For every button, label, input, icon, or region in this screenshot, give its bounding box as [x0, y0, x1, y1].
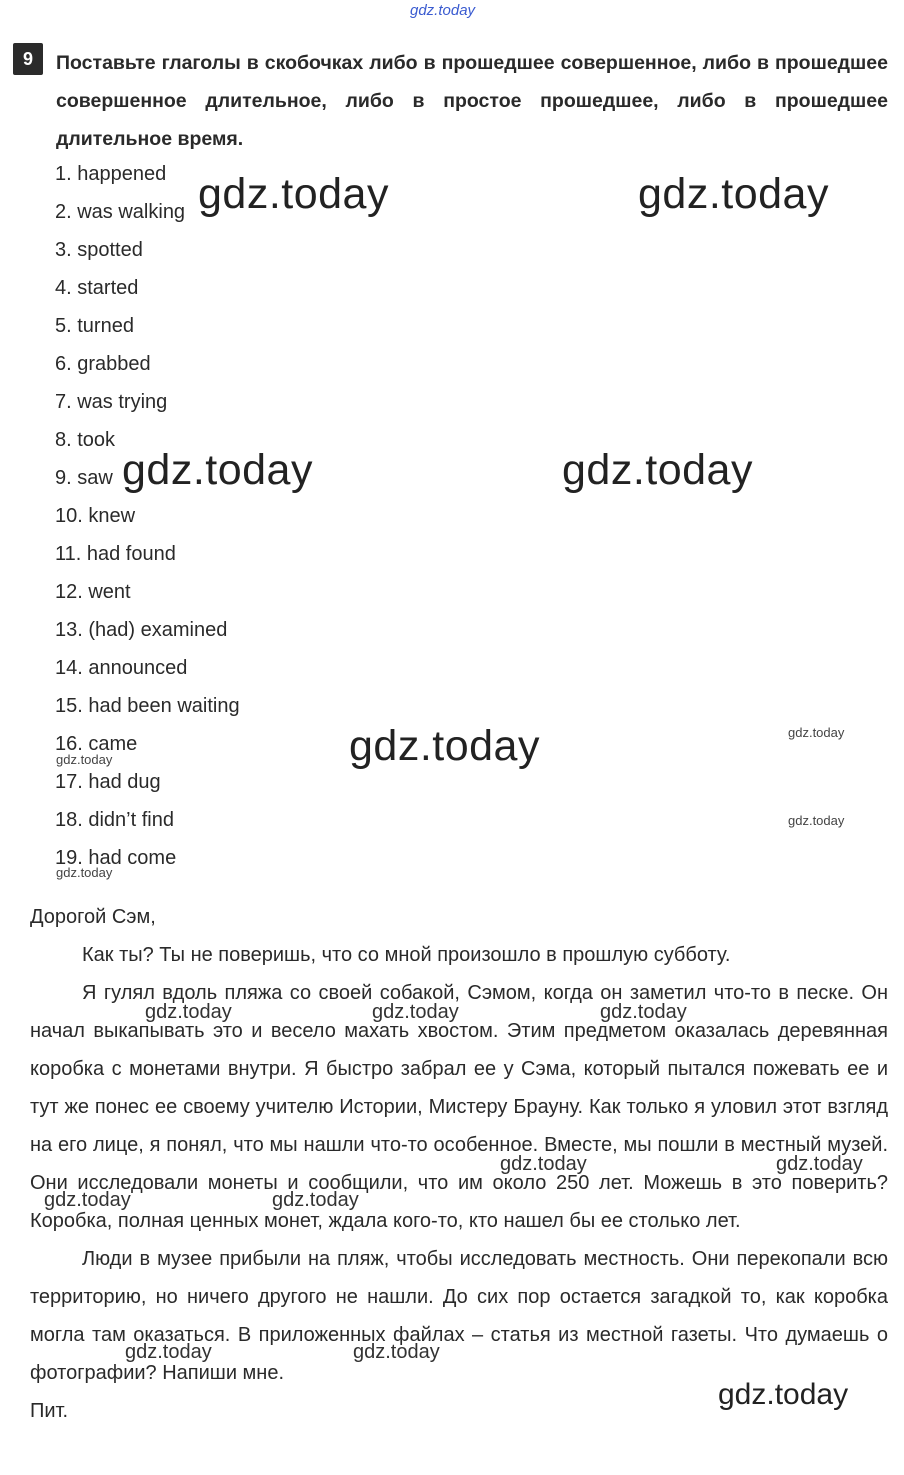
answer-item: 10. knew: [55, 505, 136, 527]
watermark: gdz.today: [788, 725, 845, 740]
answer-item: 19. had come: [55, 847, 177, 869]
watermark: gdz.today: [56, 865, 113, 880]
watermark: gdz.today: [638, 170, 829, 218]
watermark: gdz.today: [56, 752, 113, 767]
watermark: gdz.today: [44, 1189, 131, 1211]
watermark: gdz.today: [500, 1153, 587, 1175]
answer-item: 11. had found: [55, 543, 176, 565]
watermark: gdz.today: [145, 1001, 232, 1023]
watermark: gdz.today: [776, 1153, 863, 1175]
letter-signature: Пит.: [30, 1400, 69, 1422]
task-instruction: Поставьте глаголы в скобочках либо в прошедшее совершенное, либо в прошедшее совершенное длительное, либо в простое прошедшее, либо в прошедшее длительное время.: [56, 52, 888, 150]
watermark: gdz.today: [272, 1189, 359, 1211]
answer-item: 15. had been waiting: [55, 695, 240, 717]
answer-item: 6. grabbed: [55, 353, 151, 375]
watermark: gdz.today: [600, 1001, 687, 1023]
letter-greeting: Дорогой Сэм,: [30, 906, 156, 928]
watermark: gdz.today: [353, 1341, 440, 1363]
answer-item: 7. was trying: [55, 391, 168, 413]
watermark: gdz.today: [410, 2, 476, 19]
letter-paragraph: Как ты? Ты не поверишь, что со мной произошло в прошлую субботу.: [82, 944, 731, 966]
answer-item: 9. saw: [55, 467, 113, 489]
watermark: gdz.today: [788, 813, 845, 828]
watermark: gdz.today: [125, 1341, 212, 1363]
answer-item: 3. spotted: [55, 239, 143, 261]
watermark: gdz.today: [349, 722, 540, 770]
answer-list: [55, 155, 240, 877]
watermark: gdz.today: [562, 446, 753, 494]
answer-item: 16. came: [55, 733, 138, 755]
letter-paragraph: Я гулял вдоль пляжа со своей собакой, Сэмом, когда он заметил что-то в песке. Он начал выкапывать это и весело махать хвостом. Этим предметом оказалась деревянная коробка с монетами внутри. Я быстро забрал ее у Сэма, который пытался пожевать ее и тут же понес ее своему учителю Истории, Мистеру Брауну. Как только я уловил этот взгляд на его лице, я понял, что мы нашли что-то особенное. Вместе, мы пошли в местный музей. Они исследовали монеты и сообщили, что им около 250 лет. Можешь в это поверить? Коробка, полная ценных монет, ждала кого-то, кто нашел бы ее столько лет.: [30, 982, 888, 1232]
answer-item: 5. turned: [55, 315, 134, 337]
watermark: gdz.today: [122, 446, 313, 494]
watermark: gdz.today: [198, 170, 389, 218]
answer-item: 14. announced: [55, 657, 188, 679]
answer-item: 8. took: [55, 429, 116, 451]
task-number-badge: 9: [13, 43, 43, 75]
answer-item: 1. happened: [55, 163, 167, 185]
answer-item: 13. (had) examined: [55, 619, 228, 641]
answer-item: 17. had dug: [55, 771, 161, 793]
answer-item: 18. didn’t find: [55, 809, 174, 831]
watermark: gdz.today: [372, 1001, 459, 1023]
answer-item: 12. went: [55, 581, 131, 603]
answer-item: 2. was walking: [55, 201, 186, 223]
watermark: gdz.today: [718, 1378, 849, 1411]
answer-item: 4. started: [55, 277, 139, 299]
letter-paragraph: Люди в музее прибыли на пляж, чтобы исследовать местность. Они перекопали всю территорию, но ничего другого не нашли. До сих пор остается загадкой то, как коробка могла там оказаться. В приложенных файлах – статья из местной газеты. Что думаешь о фотографии? Напиши мне.: [30, 1248, 888, 1384]
